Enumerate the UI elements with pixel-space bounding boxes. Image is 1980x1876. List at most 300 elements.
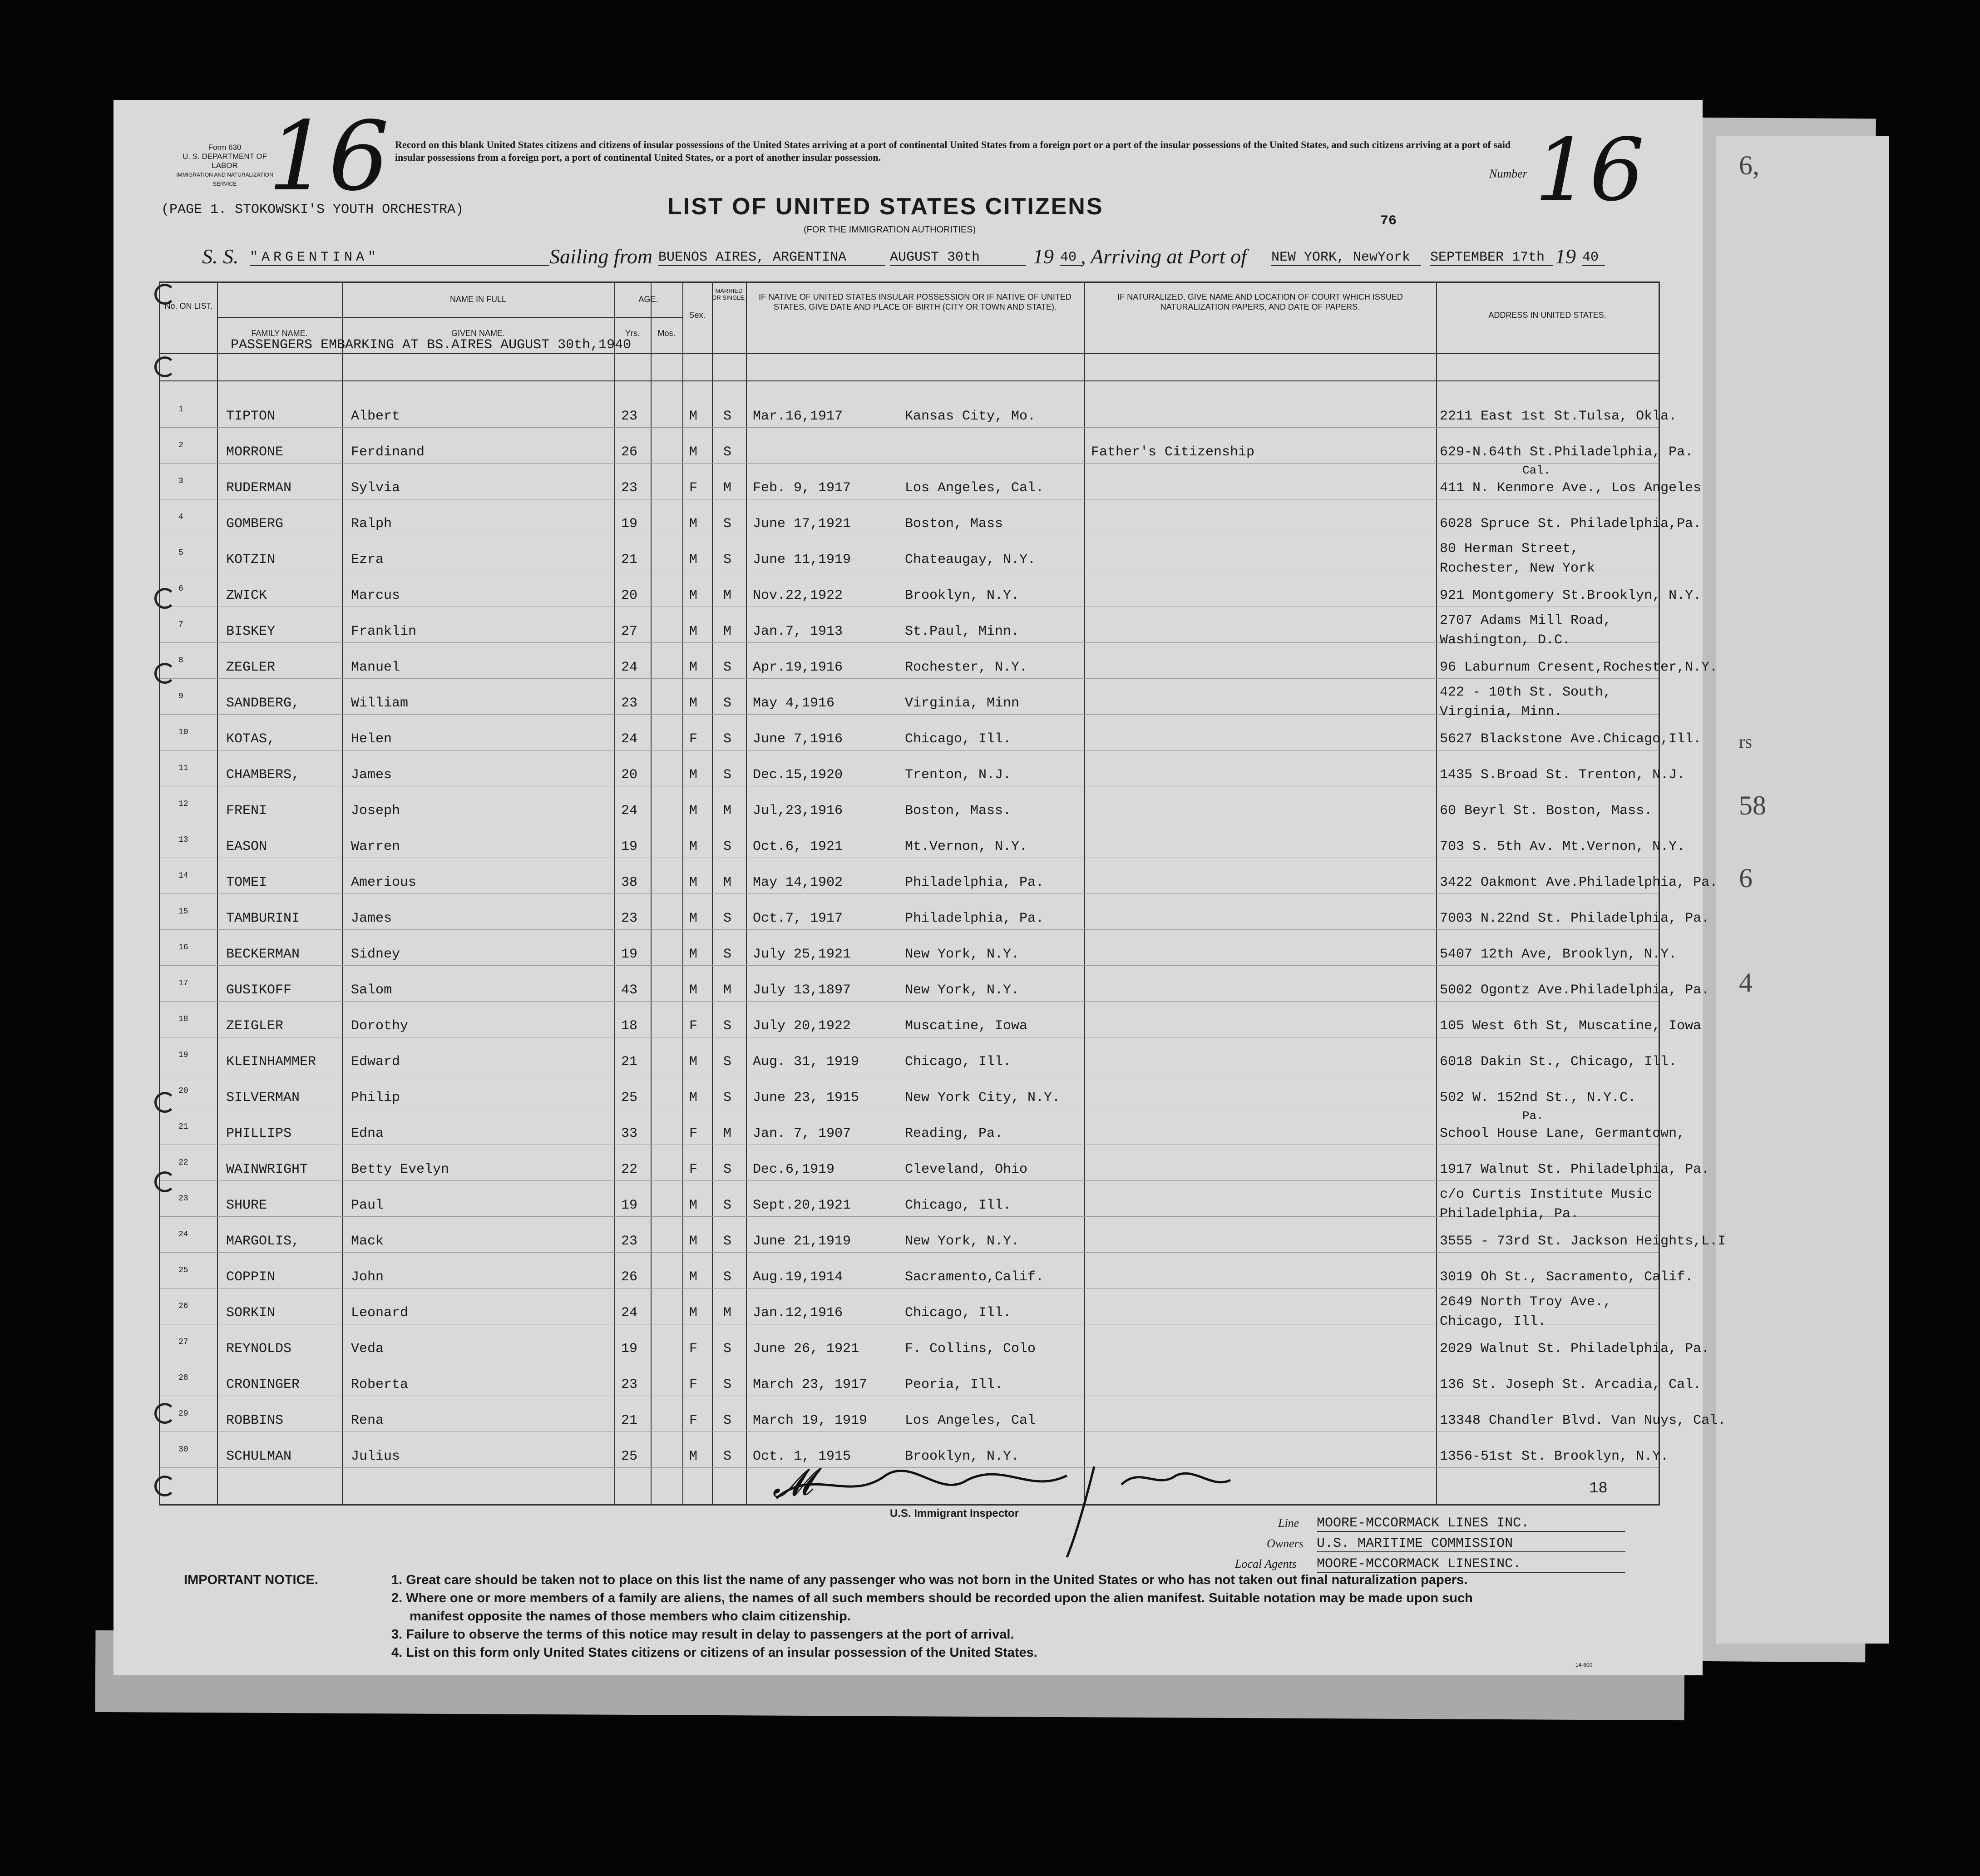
col-header-age: AGE. (638, 295, 658, 304)
sex: F (689, 731, 698, 747)
birth-place: Muscatine, Iowa (905, 1018, 1028, 1034)
given-name: Ezra (351, 552, 384, 568)
sex: M (689, 1090, 698, 1106)
marital-status: M (723, 875, 732, 890)
address: 6028 Spruce St. Philadelphia,Pa. (1440, 516, 1702, 532)
age-years: 33 (621, 1126, 638, 1141)
age-years: 21 (621, 1054, 638, 1070)
table-row (160, 464, 1702, 499)
birth-date: March 23, 1917 (753, 1377, 868, 1392)
birth-date: Jan.12,1916 (753, 1305, 843, 1321)
address-line-2: Philadelphia, Pa. (1440, 1206, 1579, 1222)
table-row (160, 607, 1659, 648)
binder-ring-icon (154, 284, 175, 305)
owners-value: U.S. MARITIME COMMISSION (1317, 1536, 1625, 1552)
given-name: Mack (351, 1234, 384, 1249)
passenger-no: 14 (178, 871, 188, 880)
given-name: Sylvia (351, 480, 400, 496)
address: 3555 - 73rd St. Jackson Heights,L.I (1440, 1234, 1726, 1249)
table-row (160, 1360, 1702, 1396)
address: c/o Curtis Institute Music (1440, 1187, 1653, 1202)
table-row (160, 535, 1659, 576)
sex: M (689, 409, 698, 424)
birth-date: July 13,1897 (753, 982, 851, 998)
given-name: Betty Evelyn (351, 1162, 449, 1177)
form-line: Form 630 (208, 143, 242, 152)
given-name: James (351, 911, 392, 926)
sex: M (689, 1234, 698, 1249)
side-label: 6, (1739, 150, 1759, 180)
given-name: Sidney (351, 947, 400, 962)
given-name: Franklin (351, 624, 417, 639)
given-name: Joseph (351, 803, 400, 819)
table-row (160, 1109, 1685, 1145)
age-years: 26 (621, 1269, 638, 1285)
given-name: William (351, 696, 409, 711)
marital-status: S (723, 1449, 732, 1464)
side-label: 6 (1739, 863, 1753, 893)
birth-place: New York, N.Y. (905, 1234, 1020, 1249)
line-label: Line (1278, 1516, 1299, 1530)
list-mark: 76 (1380, 213, 1397, 229)
birth-date: June 21,1919 (753, 1234, 851, 1249)
age-years: 23 (621, 1377, 638, 1392)
table-row (160, 1396, 1726, 1432)
table-row (160, 1002, 1702, 1037)
table-row (160, 1217, 1726, 1253)
family-name: ROBBINS (226, 1413, 284, 1428)
age-years: 25 (621, 1449, 638, 1464)
age-years: 24 (621, 803, 638, 819)
address: 2029 Walnut St. Philadelphia, Pa. (1440, 1341, 1710, 1357)
table-row (160, 428, 1694, 464)
family-name: BISKEY (226, 624, 276, 639)
notice-item: 3. Failure to observe the terms of this notice may result in delay to passengers at the port of arrival. (391, 1627, 1014, 1642)
address: 629-N.64th St.Philadelphia, Pa. (1440, 444, 1694, 460)
number-label: Number (1489, 167, 1527, 180)
table-row (160, 786, 1659, 822)
marital-status: S (723, 552, 732, 568)
passenger-no: 3 (178, 477, 183, 486)
table-row (160, 1289, 1659, 1329)
family-name: CRONINGER (226, 1377, 300, 1392)
binder-ring-icon (154, 356, 175, 377)
age-years: 25 (621, 1090, 638, 1106)
age-years: 21 (621, 1413, 638, 1428)
sex: F (689, 1413, 698, 1428)
age-years: 23 (621, 409, 638, 424)
sex: F (689, 1162, 698, 1177)
notice-list (391, 1571, 1663, 1662)
marital-status: M (723, 588, 732, 603)
age-years: 38 (621, 875, 638, 890)
sailing-from: BUENOS AIRES, ARGENTINA (658, 250, 885, 266)
family-name: TIPTON (226, 409, 276, 424)
age-years: 20 (621, 588, 638, 603)
marital-status: M (723, 1126, 732, 1141)
family-name: WAINWRIGHT (226, 1162, 308, 1177)
birth-place: Chicago, Ill. (905, 1305, 1012, 1321)
birth-place: Brooklyn, N.Y. (905, 1449, 1020, 1464)
age-years: 19 (621, 516, 638, 532)
handwritten-number: 16 (1535, 120, 1644, 220)
sex: M (689, 1054, 698, 1070)
age-years: 23 (621, 911, 638, 926)
sailing-year: 40 (1060, 250, 1083, 266)
age-years: 23 (621, 696, 638, 711)
sex: M (689, 911, 698, 926)
marital-status: M (723, 803, 732, 819)
family-name: CHAMBERS, (226, 767, 300, 783)
ship-label: S. S. (202, 245, 239, 268)
sex: M (689, 1198, 698, 1213)
table-row (160, 499, 1702, 535)
passenger-no: 10 (178, 728, 188, 737)
birth-date: Aug.19,1914 (753, 1269, 843, 1285)
birth-date: Aug. 31, 1919 (753, 1054, 859, 1070)
side-label: 4 (1739, 968, 1753, 997)
arrival-date: SEPTEMBER 17th (1430, 250, 1553, 266)
marital-status: S (723, 1198, 732, 1213)
sex: M (689, 696, 698, 711)
sex: F (689, 1377, 698, 1392)
given-name: Julius (351, 1449, 400, 1464)
address: 1435 S.Broad St. Trenton, N.J. (1440, 767, 1685, 783)
arrival-port: NEW YORK, NewYork (1271, 250, 1421, 266)
passenger-no: 7 (178, 620, 183, 629)
birth-place: Cleveland, Ohio (905, 1162, 1028, 1177)
address: 411 N. Kenmore Ave., Los Angeles (1440, 480, 1702, 496)
address: 136 St. Joseph St. Arcadia, Cal. (1440, 1377, 1702, 1392)
sex: F (689, 1341, 698, 1357)
table-row (160, 1073, 1659, 1109)
passenger-no: 19 (178, 1051, 188, 1060)
birth-place: New York City, N.Y. (905, 1090, 1061, 1106)
family-name: BECKERMAN (226, 947, 300, 962)
sex: M (689, 767, 698, 783)
address: 2649 North Troy Ave., (1440, 1294, 1612, 1310)
age-years: 24 (621, 1305, 638, 1321)
passenger-no: 27 (178, 1338, 188, 1347)
address: 502 W. 152nd St., N.Y.C. (1440, 1090, 1636, 1106)
sex: M (689, 552, 698, 568)
family-name: EASON (226, 839, 267, 854)
address: 2707 Adams Mill Road, (1440, 613, 1612, 628)
family-name: SORKIN (226, 1305, 276, 1321)
marital-status: S (723, 839, 732, 854)
marital-status: S (723, 1234, 732, 1249)
table-row (160, 679, 1659, 720)
birth-place: Kansas City, Mo. (905, 409, 1036, 424)
table-row (160, 894, 1710, 930)
birth-place: Boston, Mass (905, 516, 1003, 532)
birth-place: New York, N.Y. (905, 947, 1020, 962)
col-header-family: FAMILY NAME. (251, 329, 308, 338)
page-title: LIST OF UNITED STATES CITIZENS (667, 193, 1104, 220)
table-row (160, 858, 1718, 894)
family-name: SILVERMAN (226, 1090, 300, 1106)
sex: M (689, 660, 698, 675)
birth-date: June 23, 1915 (753, 1090, 859, 1106)
given-name: Rena (351, 1413, 384, 1428)
binder-ring-icon (154, 1092, 175, 1113)
age-years: 27 (621, 624, 638, 639)
birth-date: Dec.6,1919 (753, 1162, 835, 1177)
given-name: Veda (351, 1341, 384, 1357)
address-line-2: Chicago, Ill. (1440, 1314, 1546, 1329)
passenger-no: 8 (178, 656, 183, 665)
birth-date: July 25,1921 (753, 947, 851, 962)
birth-date: May 14,1902 (753, 875, 843, 890)
address: School House Lane, Germantown, (1440, 1126, 1685, 1141)
sex: F (689, 1018, 698, 1034)
sailing-date: AUGUST 30th (890, 250, 1026, 266)
col-header-no: No. ON LIST. (164, 301, 213, 311)
passenger-no: 9 (178, 692, 183, 701)
birth-place: Reading, Pa. (905, 1126, 1003, 1141)
table-row (160, 966, 1710, 1002)
given-name: Amerious (351, 875, 417, 890)
binder-ring-icon (154, 663, 175, 684)
birth-date: Sept.20,1921 (753, 1198, 851, 1213)
family-name: SANDBERG, (226, 696, 300, 711)
col-header-yrs: Yrs. (625, 329, 640, 338)
manifest-sheet (114, 100, 1726, 1675)
notice-item: manifest opposite the names of those members who claim citizenship. (410, 1609, 851, 1624)
passenger-no: 4 (178, 513, 183, 522)
passenger-no: 24 (178, 1230, 188, 1239)
birth-date: June 11,1919 (753, 552, 851, 568)
age-years: 21 (621, 552, 638, 568)
sailing-year-prefix: 19 (1033, 245, 1054, 268)
table-row (160, 571, 1702, 607)
marital-status: S (723, 1377, 732, 1392)
family-name: SHURE (226, 1198, 267, 1213)
age-years: 24 (621, 660, 638, 675)
line-value: MOORE-MCCORMACK LINES INC. (1317, 1516, 1625, 1532)
birth-place: Boston, Mass. (905, 803, 1012, 819)
handwritten-page-number: 16 (268, 101, 390, 212)
given-name: Edna (351, 1126, 384, 1141)
family-name: RUDERMAN (226, 480, 292, 496)
given-name: Albert (351, 409, 400, 424)
birth-place: St.Paul, Minn. (905, 624, 1020, 639)
address: 921 Montgomery St.Brooklyn, N.Y. (1440, 588, 1702, 603)
sex: M (689, 624, 698, 639)
family-name: REYNOLDS (226, 1341, 292, 1357)
age-years: 19 (621, 1341, 638, 1357)
notice-item: 2. Where one or more members of a family are aliens, the names of all such members should be recorded upon the alien manifest. Suitable notation may be made upon such (391, 1591, 1473, 1605)
family-name: KOTZIN (226, 552, 276, 568)
address: 2211 East 1st St.Tulsa, Okla. (1440, 409, 1677, 424)
table-row (160, 1145, 1710, 1181)
arrival-year-prefix: 19 (1555, 245, 1576, 268)
address: 13348 Chandler Blvd. Van Nuys, Cal. (1440, 1413, 1726, 1428)
marital-status: S (723, 1162, 732, 1177)
birth-place: Brooklyn, N.Y. (905, 588, 1020, 603)
ship-name: "ARGENTINA" (250, 250, 549, 266)
passenger-no: 2 (178, 441, 183, 450)
arriving-label: , Arriving at Port of (1081, 245, 1247, 268)
birth-place: Virginia, Minn (905, 696, 1020, 711)
table-row (160, 643, 1718, 679)
table-row (160, 750, 1685, 786)
address: 5407 12th Ave, Brooklyn, N.Y. (1440, 947, 1677, 962)
age-years: 19 (621, 1198, 638, 1213)
birth-place: Los Angeles, Cal (905, 1413, 1036, 1428)
age-years: 23 (621, 480, 638, 496)
passenger-no: 5 (178, 548, 183, 558)
binder-ring-icon (154, 1403, 175, 1424)
address-line-2: Washington, D.C. (1440, 632, 1571, 648)
table-row (160, 715, 1702, 750)
binder-ring-icon (154, 1476, 175, 1496)
instructions-text: Record on this blank United States citizens and citizens of insular possessions of the United States arriving at a port of continental United States from a foreign port or a port of the insular possessions of the United States, and such citizens arriving at a port of said insular possessions from a foreign port, a port of continental United States, or a port of another insular possession. (395, 139, 1511, 163)
passenger-no: 22 (178, 1158, 188, 1167)
age-years: 24 (621, 731, 638, 747)
passenger-no: 25 (178, 1266, 188, 1275)
family-name: MORRONE (226, 444, 284, 460)
birth-place: F. Collins, Colo (905, 1341, 1036, 1357)
birth-place: Chicago, Ill. (905, 1054, 1012, 1070)
given-name: Roberta (351, 1377, 409, 1392)
given-name: Salom (351, 982, 392, 998)
naturalization: Father's Citizenship (1091, 444, 1255, 460)
passenger-no: 17 (178, 979, 188, 988)
age-years: 22 (621, 1162, 638, 1177)
passenger-no: 6 (178, 584, 183, 593)
side-label: 58 (1739, 790, 1766, 820)
marital-status: S (723, 444, 732, 460)
address: 703 S. 5th Av. Mt.Vernon, N.Y. (1440, 839, 1685, 854)
age-years: 19 (621, 947, 638, 962)
sex: M (689, 875, 698, 890)
passenger-no: 1 (178, 405, 183, 414)
birth-date: Nov.22,1922 (753, 588, 843, 603)
notice-title: IMPORTANT NOTICE. (184, 1573, 318, 1587)
age-years: 43 (621, 982, 638, 998)
birth-place: Philadelphia, Pa. (905, 911, 1044, 926)
marital-status: M (723, 1305, 732, 1321)
col-header-sex: Sex. (689, 311, 706, 320)
passenger-table (159, 281, 1726, 1506)
birth-place: Sacramento,Calif. (905, 1269, 1044, 1285)
page-count: 18 (1589, 1480, 1608, 1497)
passenger-no: 30 (178, 1445, 188, 1454)
family-name: TOMEI (226, 875, 267, 890)
passenger-no: 20 (178, 1086, 188, 1096)
given-name: James (351, 767, 392, 783)
marital-status: S (723, 911, 732, 926)
birth-date: June 26, 1921 (753, 1341, 859, 1357)
table-row (160, 392, 1677, 428)
side-label: rs (1739, 731, 1752, 752)
address: 1917 Walnut St. Philadelphia, Pa. (1440, 1162, 1710, 1177)
sex: F (689, 480, 698, 496)
birth-date: June 17,1921 (753, 516, 851, 532)
marital-status: S (723, 1413, 732, 1428)
table-row (160, 1253, 1694, 1289)
col-header-name: NAME IN FULL (449, 295, 507, 304)
address: 1356-51st St. Brooklyn, N.Y. (1440, 1449, 1669, 1464)
address: 105 West 6th St, Muscatine, Iowa (1440, 1018, 1702, 1034)
passenger-no: 23 (178, 1194, 188, 1203)
form-code: 14-600 (1575, 1662, 1593, 1668)
marital-status: S (723, 696, 732, 711)
family-name: FRENI (226, 803, 267, 819)
address-line-2: Pa. (1522, 1109, 1544, 1123)
birth-date: Dec.15,1920 (753, 767, 843, 783)
owners-label: Owners (1267, 1537, 1304, 1550)
sex: M (689, 803, 698, 819)
given-name: Marcus (351, 588, 400, 603)
birth-date: Oct. 1, 1915 (753, 1449, 851, 1464)
table-row (160, 1037, 1677, 1073)
given-name: Philip (351, 1090, 400, 1106)
birth-place: Peoria, Ill. (905, 1377, 1003, 1392)
birth-place: New York, N.Y. (905, 982, 1020, 998)
given-name: Helen (351, 731, 392, 747)
form-line: U. S. DEPARTMENT OF LABOR (182, 152, 267, 170)
family-name: ZEGLER (226, 660, 276, 675)
given-name: Leonard (351, 1305, 409, 1321)
family-name: MARGOLIS, (226, 1234, 300, 1249)
sex: M (689, 1305, 698, 1321)
birth-place: Philadelphia, Pa. (905, 875, 1044, 890)
sex: M (689, 444, 698, 460)
birth-date: Oct.7, 1917 (753, 911, 843, 926)
page-subtitle: (FOR THE IMMIGRATION AUTHORITIES) (804, 225, 976, 235)
birth-date: March 19, 1919 (753, 1413, 868, 1428)
address: 5002 Ogontz Ave.Philadelphia, Pa. (1440, 982, 1710, 998)
notice-item: 4. List on this form only United States citizens or citizens of an insular possession of the United States. (391, 1645, 1037, 1660)
col-header-mos: Mos. (657, 329, 676, 338)
birth-place: Chateaugay, N.Y. (905, 552, 1036, 568)
sex: M (689, 947, 698, 962)
given-name: Ferdinand (351, 444, 425, 460)
marital-status: S (723, 516, 732, 532)
binder-ring-icon (154, 588, 175, 609)
address-line-2: Rochester, New York (1440, 561, 1595, 576)
address: 6018 Dakin St., Chicago, Ill. (1440, 1054, 1677, 1070)
address: 5627 Blackstone Ave.Chicago,Ill. (1440, 731, 1702, 747)
marital-status: S (723, 1054, 732, 1070)
address: 96 Laburnum Cresent,Rochester,N.Y. (1440, 660, 1718, 675)
birth-date: Feb. 9, 1917 (753, 480, 851, 496)
passenger-no: 28 (178, 1373, 188, 1382)
address: 7003 N.22nd St. Philadelphia, Pa. (1440, 911, 1710, 926)
sex: M (689, 839, 698, 854)
marital-status: M (723, 982, 732, 998)
birth-date: Jan. 7, 1907 (753, 1126, 851, 1141)
notice-item: 1. Great care should be taken not to place on this list the name of any passenger who was not born in the United States or who has not taken out final naturalization papers. (391, 1573, 1468, 1587)
marital-status: M (723, 480, 732, 496)
passenger-no: 26 (178, 1302, 188, 1311)
birth-date: June 7,1916 (753, 731, 843, 747)
birth-date: Apr.19,1916 (753, 660, 843, 675)
sex: M (689, 516, 698, 532)
passenger-no: 18 (178, 1015, 188, 1024)
address: 3019 Oh St., Sacramento, Calif. (1440, 1269, 1694, 1285)
given-name: Warren (351, 839, 400, 854)
given-name: Dorothy (351, 1018, 409, 1034)
birth-place: Chicago, Ill. (905, 731, 1012, 747)
family-name: PHILLIPS (226, 1126, 292, 1141)
marital-status: M (723, 624, 732, 639)
marital-status: S (723, 1018, 732, 1034)
address: 80 Herman Street, (1440, 541, 1579, 557)
passenger-no: 12 (178, 800, 188, 809)
